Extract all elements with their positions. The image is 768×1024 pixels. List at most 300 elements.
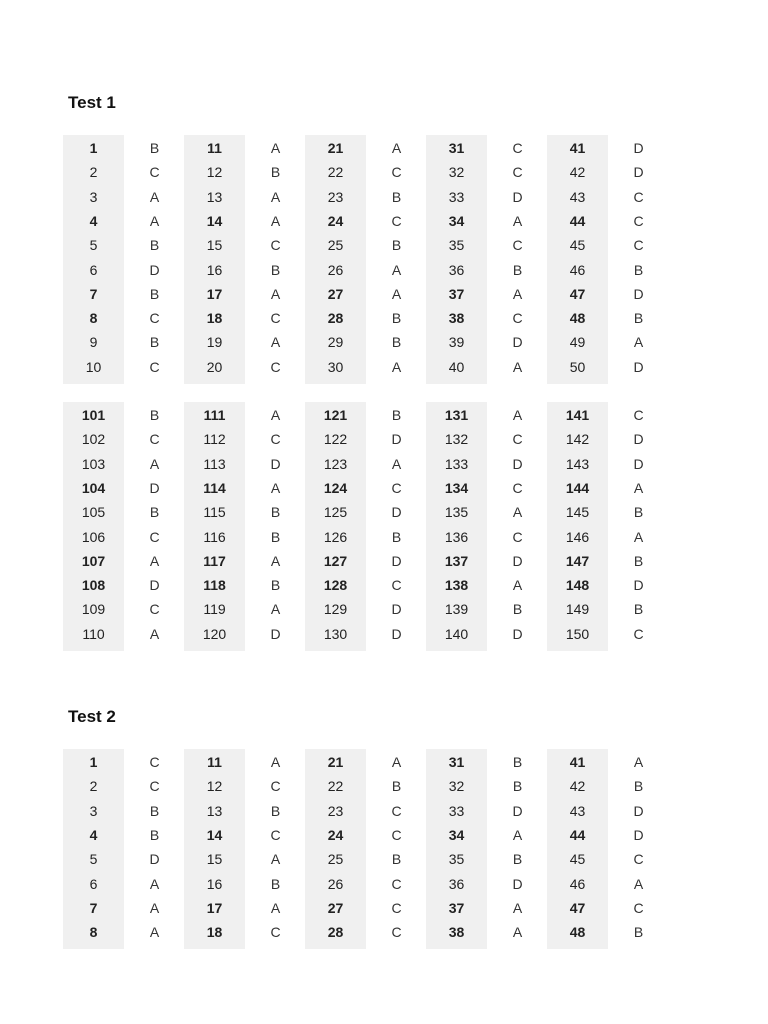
answer-row bbox=[63, 306, 653, 330]
answer-row bbox=[63, 920, 653, 944]
question-number: 5 bbox=[89, 851, 98, 868]
answer-letter: B bbox=[270, 504, 281, 521]
answer-letter: B bbox=[270, 528, 281, 545]
question-number: 115 bbox=[203, 504, 226, 521]
answer-letter: D bbox=[391, 504, 402, 521]
answer-letter: B bbox=[149, 285, 160, 302]
question-number: 11 bbox=[207, 754, 222, 770]
question-number: 23 bbox=[327, 188, 344, 205]
answer-letter: B bbox=[149, 826, 160, 843]
question-number: 134 bbox=[444, 479, 469, 496]
question-number: 141 bbox=[565, 407, 590, 423]
answer-row bbox=[63, 330, 653, 354]
question-number: 116 bbox=[203, 528, 226, 545]
question-number: 109 bbox=[81, 601, 106, 618]
question-number: 24 bbox=[327, 826, 344, 843]
question-number: 4 bbox=[89, 826, 98, 843]
answer-letter: C bbox=[270, 778, 281, 795]
answer-letter: A bbox=[633, 875, 644, 892]
answer-key-block bbox=[63, 749, 653, 949]
question-number: 26 bbox=[327, 261, 344, 278]
answer-letter: C bbox=[633, 625, 644, 642]
question-number: 12 bbox=[206, 778, 223, 795]
question-number: 125 bbox=[323, 504, 348, 521]
answer-letter: A bbox=[633, 334, 644, 351]
answer-letter: D bbox=[633, 164, 644, 181]
question-number: 15 bbox=[206, 237, 223, 254]
question-number: 43 bbox=[569, 188, 586, 205]
answer-letter: B bbox=[270, 577, 281, 594]
answer-row bbox=[63, 525, 653, 549]
question-number: 36 bbox=[448, 875, 465, 892]
question-number: 45 bbox=[569, 237, 586, 254]
answer-row bbox=[63, 427, 653, 451]
question-number: 142 bbox=[565, 431, 590, 448]
answer-letter: A bbox=[149, 188, 160, 205]
question-number: 122 bbox=[323, 431, 348, 448]
answer-row bbox=[63, 896, 653, 920]
answer-letter: C bbox=[391, 924, 402, 941]
question-number: 20 bbox=[206, 358, 223, 375]
question-number: 129 bbox=[323, 601, 348, 618]
answer-letter: D bbox=[149, 479, 160, 496]
answer-letter: D bbox=[149, 577, 160, 594]
answer-letter: B bbox=[149, 407, 160, 423]
question-number: 21 bbox=[327, 754, 344, 770]
question-number: 104 bbox=[81, 479, 106, 496]
question-number: 37 bbox=[448, 899, 465, 916]
question-number: 124 bbox=[323, 479, 348, 496]
answer-row bbox=[63, 750, 653, 774]
question-number: 46 bbox=[569, 875, 586, 892]
answer-row bbox=[63, 799, 653, 823]
answer-letter: B bbox=[149, 334, 160, 351]
answer-letter: B bbox=[391, 778, 402, 795]
answer-letter: A bbox=[270, 851, 281, 868]
answer-letter: B bbox=[633, 778, 644, 795]
answer-letter: C bbox=[391, 212, 402, 229]
question-number: 25 bbox=[327, 851, 344, 868]
question-number: 17 bbox=[206, 899, 223, 916]
section-title-test-1: Test 1 bbox=[68, 93, 116, 112]
question-number: 13 bbox=[206, 188, 223, 205]
answer-row bbox=[63, 209, 653, 233]
answer-letter: A bbox=[391, 754, 402, 770]
question-number: 114 bbox=[203, 479, 226, 496]
question-number: 111 bbox=[203, 407, 226, 423]
question-number: 44 bbox=[569, 826, 586, 843]
question-number: 29 bbox=[327, 334, 344, 351]
answer-letter: A bbox=[633, 754, 644, 770]
question-number: 128 bbox=[323, 577, 348, 594]
answer-letter: A bbox=[512, 899, 523, 916]
question-number: 43 bbox=[569, 802, 586, 819]
question-number: 101 bbox=[81, 407, 106, 423]
question-number: 102 bbox=[81, 431, 106, 448]
answer-letter: B bbox=[391, 851, 402, 868]
question-number: 121 bbox=[323, 407, 348, 423]
answer-letter: A bbox=[270, 334, 281, 351]
answer-letter: A bbox=[270, 479, 281, 496]
question-number: 8 bbox=[89, 310, 98, 327]
answer-letter: C bbox=[391, 899, 402, 916]
question-number: 1 bbox=[89, 754, 98, 770]
question-number: 23 bbox=[327, 802, 344, 819]
answer-row bbox=[63, 847, 653, 871]
question-number: 119 bbox=[203, 601, 226, 618]
answer-letter: D bbox=[633, 358, 644, 375]
answer-letter: D bbox=[391, 431, 402, 448]
answer-letter: A bbox=[512, 212, 523, 229]
question-number: 31 bbox=[448, 140, 465, 156]
question-number: 106 bbox=[81, 528, 106, 545]
question-number: 45 bbox=[569, 851, 586, 868]
question-number: 12 bbox=[206, 164, 223, 181]
question-number: 17 bbox=[206, 285, 223, 302]
answer-row bbox=[63, 597, 653, 621]
question-number: 37 bbox=[448, 285, 465, 302]
answer-letter: D bbox=[633, 826, 644, 843]
question-number: 10 bbox=[85, 358, 102, 375]
question-number: 6 bbox=[89, 261, 98, 278]
answer-letter: D bbox=[512, 875, 523, 892]
answer-letter: B bbox=[633, 261, 644, 278]
answer-letter: D bbox=[270, 625, 281, 642]
question-number: 14 bbox=[206, 212, 223, 229]
answer-letter: B bbox=[391, 528, 402, 545]
answer-letter: A bbox=[633, 479, 644, 496]
answer-row bbox=[63, 233, 653, 257]
question-number: 44 bbox=[569, 212, 586, 229]
answer-letter: A bbox=[270, 601, 281, 618]
answer-row bbox=[63, 355, 653, 379]
question-number: 38 bbox=[448, 924, 465, 941]
question-number: 148 bbox=[565, 577, 590, 594]
answer-letter: C bbox=[633, 237, 644, 254]
answer-letter: C bbox=[391, 875, 402, 892]
answer-letter: C bbox=[270, 310, 281, 327]
answer-letter: C bbox=[270, 431, 281, 448]
answer-letter: A bbox=[512, 285, 523, 302]
question-number: 28 bbox=[327, 310, 344, 327]
answer-letter: B bbox=[149, 237, 160, 254]
question-number: 139 bbox=[444, 601, 469, 618]
answer-letter: C bbox=[633, 188, 644, 205]
question-number: 108 bbox=[81, 577, 106, 594]
answer-letter: C bbox=[633, 851, 644, 868]
question-number: 46 bbox=[569, 261, 586, 278]
answer-letter: C bbox=[633, 407, 644, 423]
answer-letter: B bbox=[633, 601, 644, 618]
question-number: 21 bbox=[327, 140, 344, 156]
answer-letter: B bbox=[512, 778, 523, 795]
answer-letter: A bbox=[391, 261, 402, 278]
question-number: 3 bbox=[89, 802, 98, 819]
answer-letter: A bbox=[391, 140, 402, 156]
question-number: 36 bbox=[448, 261, 465, 278]
answer-letter: C bbox=[512, 310, 523, 327]
question-number: 13 bbox=[206, 802, 223, 819]
answer-letter: B bbox=[149, 140, 160, 156]
answer-row bbox=[63, 282, 653, 306]
question-number: 8 bbox=[89, 924, 98, 941]
question-number: 138 bbox=[444, 577, 469, 594]
answer-letter: A bbox=[633, 528, 644, 545]
question-number: 3 bbox=[89, 188, 98, 205]
question-number: 28 bbox=[327, 924, 344, 941]
answer-letter: B bbox=[270, 164, 281, 181]
question-number: 47 bbox=[569, 285, 586, 302]
answer-letter: B bbox=[512, 851, 523, 868]
answer-letter: B bbox=[512, 601, 523, 618]
question-number: 117 bbox=[203, 552, 226, 569]
answer-letter: C bbox=[149, 310, 160, 327]
answer-letter: A bbox=[512, 924, 523, 941]
question-number: 49 bbox=[569, 334, 586, 351]
answer-letter: D bbox=[391, 625, 402, 642]
question-number: 11 bbox=[207, 140, 222, 156]
question-number: 24 bbox=[327, 212, 344, 229]
question-number: 18 bbox=[206, 924, 223, 941]
answer-letter: A bbox=[270, 140, 281, 156]
answer-letter: C bbox=[391, 577, 402, 594]
answer-letter: D bbox=[512, 334, 523, 351]
answer-letter: C bbox=[391, 164, 402, 181]
answer-row bbox=[63, 476, 653, 500]
answer-letter: C bbox=[270, 924, 281, 941]
answer-row bbox=[63, 549, 653, 573]
question-number: 112 bbox=[203, 431, 226, 448]
answer-letter: C bbox=[512, 237, 523, 254]
question-number: 30 bbox=[327, 358, 344, 375]
answer-letter: B bbox=[633, 504, 644, 521]
answer-letter: C bbox=[391, 479, 402, 496]
answer-letter: C bbox=[270, 826, 281, 843]
answer-letter: B bbox=[512, 754, 523, 770]
answer-letter: C bbox=[512, 431, 523, 448]
answer-letter: C bbox=[270, 358, 281, 375]
answer-letter: D bbox=[149, 261, 160, 278]
answer-row bbox=[63, 185, 653, 209]
answer-letter: A bbox=[270, 754, 281, 770]
answer-letter: C bbox=[512, 140, 523, 156]
question-number: 145 bbox=[565, 504, 590, 521]
answer-letter: D bbox=[512, 552, 523, 569]
question-number: 34 bbox=[448, 826, 465, 843]
question-number: 127 bbox=[323, 552, 348, 569]
section-title-test-2: Test 2 bbox=[68, 707, 116, 726]
answer-letter: B bbox=[633, 310, 644, 327]
answer-row bbox=[63, 872, 653, 896]
answer-letter: B bbox=[149, 802, 160, 819]
question-number: 39 bbox=[448, 334, 465, 351]
answer-row bbox=[63, 160, 653, 184]
question-number: 47 bbox=[569, 899, 586, 916]
answer-letter: B bbox=[391, 334, 402, 351]
answer-letter: B bbox=[391, 310, 402, 327]
answer-letter: C bbox=[149, 601, 160, 618]
question-number: 34 bbox=[448, 212, 465, 229]
question-number: 5 bbox=[89, 237, 98, 254]
answer-letter: C bbox=[149, 778, 160, 795]
question-number: 118 bbox=[203, 577, 226, 594]
answer-letter: A bbox=[270, 212, 281, 229]
question-number: 38 bbox=[448, 310, 465, 327]
question-number: 19 bbox=[206, 334, 223, 351]
answer-letter: A bbox=[149, 552, 160, 569]
answer-letter: C bbox=[391, 802, 402, 819]
question-number: 18 bbox=[206, 310, 223, 327]
question-number: 2 bbox=[89, 778, 98, 795]
answer-letter: D bbox=[270, 455, 281, 472]
question-number: 150 bbox=[565, 625, 590, 642]
question-number: 42 bbox=[569, 778, 586, 795]
question-number: 48 bbox=[569, 310, 586, 327]
question-number: 146 bbox=[565, 528, 590, 545]
answer-letter: C bbox=[512, 528, 523, 545]
question-number: 147 bbox=[565, 552, 590, 569]
question-number: 140 bbox=[444, 625, 469, 642]
answer-letter: A bbox=[512, 577, 523, 594]
answer-letter: A bbox=[391, 358, 402, 375]
answer-letter: C bbox=[149, 164, 160, 181]
question-number: 1 bbox=[89, 140, 98, 156]
question-number: 33 bbox=[448, 802, 465, 819]
answer-letter: D bbox=[391, 601, 402, 618]
answer-letter: B bbox=[270, 802, 281, 819]
question-number: 135 bbox=[444, 504, 469, 521]
question-number: 105 bbox=[81, 504, 106, 521]
answer-letter: C bbox=[149, 528, 160, 545]
answer-letter: A bbox=[149, 212, 160, 229]
answer-row bbox=[63, 403, 653, 427]
question-number: 4 bbox=[89, 212, 98, 229]
answer-row bbox=[63, 136, 653, 160]
answer-row bbox=[63, 258, 653, 282]
answer-letter: B bbox=[633, 924, 644, 941]
question-number: 110 bbox=[82, 625, 105, 642]
answer-letter: B bbox=[270, 875, 281, 892]
answer-letter: A bbox=[270, 188, 281, 205]
answer-letter: B bbox=[149, 504, 160, 521]
answer-letter: D bbox=[512, 188, 523, 205]
answer-letter: D bbox=[633, 285, 644, 302]
question-number: 27 bbox=[327, 899, 344, 916]
answer-letter: D bbox=[633, 802, 644, 819]
answer-letter: D bbox=[633, 455, 644, 472]
answer-letter: A bbox=[512, 358, 523, 375]
answer-letter: C bbox=[512, 164, 523, 181]
answer-row bbox=[63, 823, 653, 847]
question-number: 41 bbox=[569, 754, 586, 770]
answer-letter: A bbox=[391, 455, 402, 472]
answer-row bbox=[63, 573, 653, 597]
question-number: 32 bbox=[448, 778, 465, 795]
question-number: 35 bbox=[448, 237, 465, 254]
answer-letter: A bbox=[149, 924, 160, 941]
question-number: 26 bbox=[327, 875, 344, 892]
answer-letter: A bbox=[149, 899, 160, 916]
question-number: 16 bbox=[206, 875, 223, 892]
answer-letter: C bbox=[149, 358, 160, 375]
question-number: 50 bbox=[569, 358, 586, 375]
answer-letter: D bbox=[633, 431, 644, 448]
question-number: 9 bbox=[89, 334, 98, 351]
question-number: 120 bbox=[202, 625, 227, 642]
answer-letter: B bbox=[512, 261, 523, 278]
answer-letter: D bbox=[633, 140, 644, 156]
answer-letter: D bbox=[512, 455, 523, 472]
answer-letter: C bbox=[270, 237, 281, 254]
question-number: 143 bbox=[565, 455, 590, 472]
question-number: 48 bbox=[569, 924, 586, 941]
answer-letter: A bbox=[149, 875, 160, 892]
answer-letter: D bbox=[512, 802, 523, 819]
question-number: 149 bbox=[565, 601, 590, 618]
question-number: 136 bbox=[444, 528, 469, 545]
question-number: 2 bbox=[89, 164, 98, 181]
answer-letter: C bbox=[149, 431, 160, 448]
question-number: 107 bbox=[81, 552, 106, 569]
answer-letter: D bbox=[149, 851, 160, 868]
question-number: 22 bbox=[327, 778, 344, 795]
answer-letter: C bbox=[633, 212, 644, 229]
question-number: 144 bbox=[565, 479, 590, 496]
answer-letter: C bbox=[391, 826, 402, 843]
question-number: 25 bbox=[327, 237, 344, 254]
question-number: 14 bbox=[206, 826, 223, 843]
answer-letter: D bbox=[512, 625, 523, 642]
question-number: 6 bbox=[89, 875, 98, 892]
question-number: 137 bbox=[444, 552, 469, 569]
answer-letter: A bbox=[391, 285, 402, 302]
answer-row bbox=[63, 452, 653, 476]
answer-letter: B bbox=[391, 407, 402, 423]
question-number: 27 bbox=[327, 285, 344, 302]
question-number: 123 bbox=[323, 455, 348, 472]
question-number: 41 bbox=[569, 140, 586, 156]
question-number: 16 bbox=[206, 261, 223, 278]
answer-key-block bbox=[63, 402, 653, 651]
answer-letter: B bbox=[391, 188, 402, 205]
answer-letter: A bbox=[270, 285, 281, 302]
answer-letter: B bbox=[633, 552, 644, 569]
answer-letter: A bbox=[149, 455, 160, 472]
answer-key-block bbox=[63, 135, 653, 384]
question-number: 40 bbox=[448, 358, 465, 375]
question-number: 42 bbox=[569, 164, 586, 181]
question-number: 35 bbox=[448, 851, 465, 868]
answer-letter: D bbox=[633, 577, 644, 594]
answer-letter: C bbox=[512, 479, 523, 496]
answer-letter: C bbox=[149, 754, 160, 770]
answer-letter: A bbox=[512, 826, 523, 843]
question-number: 31 bbox=[448, 754, 465, 770]
answer-letter: A bbox=[512, 407, 523, 423]
question-number: 33 bbox=[448, 188, 465, 205]
answer-letter: A bbox=[270, 552, 281, 569]
answer-row bbox=[63, 500, 653, 524]
answer-letter: A bbox=[512, 504, 523, 521]
question-number: 131 bbox=[444, 407, 469, 423]
question-number: 32 bbox=[448, 164, 465, 181]
question-number: 7 bbox=[89, 899, 98, 916]
answer-row bbox=[63, 622, 653, 646]
answer-letter: A bbox=[270, 899, 281, 916]
answer-letter: B bbox=[391, 237, 402, 254]
answer-letter: D bbox=[391, 552, 402, 569]
question-number: 103 bbox=[81, 455, 106, 472]
